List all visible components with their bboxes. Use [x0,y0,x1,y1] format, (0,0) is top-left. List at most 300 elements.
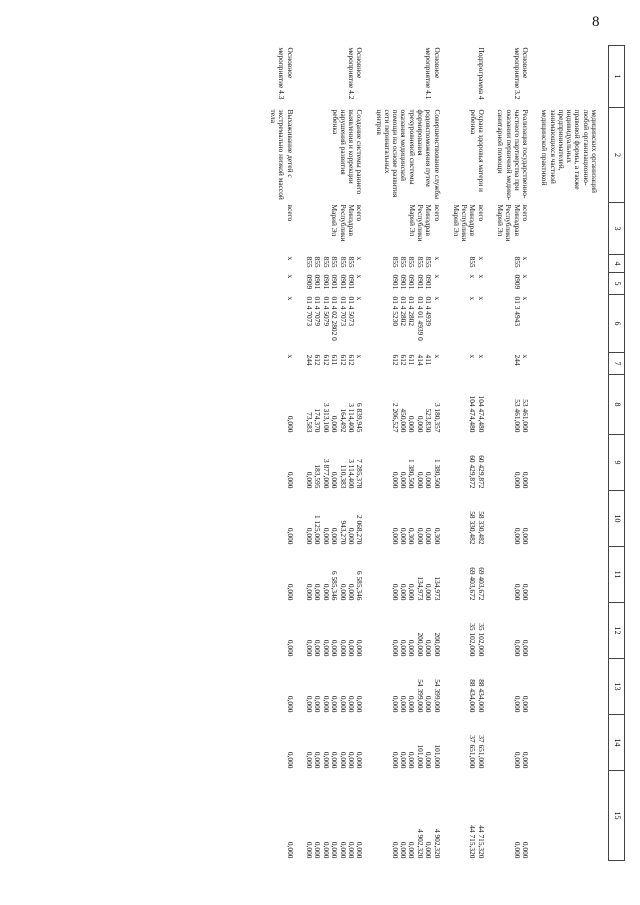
cell-line: 855 [305,256,315,268]
table-row [539,46,608,861]
cell-c4 [268,255,304,273]
cell-line: всего [355,204,365,222]
cell-line: 855 [512,256,522,268]
cell-line: 0,000 [407,415,417,433]
cell-c12 [304,603,374,659]
column-number-6: 6 [609,295,625,353]
cell-c15 [268,771,304,861]
cell-c15 [304,771,374,861]
cell-c7 [373,353,450,375]
cell-c2: Создание системы раннего выявления и коррекции нарушений развития ребенка [330,109,365,195]
cell-line: 35 102,000 [476,623,486,657]
cell-line [590,377,598,433]
cell-line: 0,000 [399,527,409,545]
cell-line: 0,000 [321,583,331,601]
cell-c10 [373,491,450,547]
cell-line: 0,000 [285,639,295,657]
cell-line: х [355,274,365,279]
cell-line: 0,000 [415,471,425,489]
cell-line: 01 4 5079 [321,296,331,327]
cell-line: 2 068,270 [355,514,365,545]
cell-line: 244 [512,354,522,366]
cell-line: всего [521,204,531,222]
cell-c13 [268,659,304,715]
cell-c4 [304,255,374,273]
cell-line: 0,000 [390,639,400,657]
cell-line: 0,000 [346,695,356,713]
cell-line: 0,000 [424,583,434,601]
cell-c10 [539,491,608,547]
cell-line: 0,000 [330,639,340,657]
cell-c5 [268,273,304,295]
cell-c11 [304,547,374,603]
cell-line [590,257,598,271]
cell-c8 [495,375,539,435]
cell-line: 943,270 [338,520,348,545]
cell-line: 0,000 [330,415,340,433]
cell-line: 0,000 [390,583,400,601]
cell-c1 [373,46,450,108]
cell-line: х [355,256,365,261]
cell-line: 2 206,527 [390,402,400,433]
cell-line: 411 [424,354,434,366]
cell-line: 73,583 [305,412,315,433]
cell-line: 0,000 [512,471,522,489]
cell-c14 [495,715,539,771]
cell-c1 [451,46,495,108]
cell-line: 69 403,672 [476,567,486,601]
cell-line: х [285,274,295,279]
cell-line: всего [432,204,442,222]
cell-line: 53 461,000 [521,399,531,433]
cell-line: 0,000 [424,751,434,769]
cell-c12 [373,603,450,659]
cell-line: 0,000 [305,639,315,657]
cell-line: 0901 [399,274,409,290]
cell-line: 0901 [313,274,323,290]
cell-line: 0,000 [424,639,434,657]
cell-line: 104 474,480 [476,395,486,433]
cell-line: 58 330,482 [476,511,486,545]
cell-line: 0901 [390,274,400,290]
cell-c13 [304,659,374,715]
cell-line: 0,000 [330,841,340,859]
column-number-5: 5 [609,273,625,295]
cell-line: 0,000 [424,841,434,859]
cell-c5 [451,273,495,295]
cell-line: х [432,256,442,261]
cell-line: 4 902,320 [432,828,442,859]
cell-line: Минздрав Республики Марий Эл [451,204,478,242]
cell-c8 [451,375,495,435]
cell-line: 0,000 [338,639,348,657]
cell-c3 [304,203,374,255]
cell-line [590,437,598,489]
cell-line: 6 839,945 [355,402,365,433]
cell-line: 0,000 [521,527,531,545]
cell-line: 0,000 [424,527,434,545]
cell-line: 0901 [346,274,356,290]
cell-line: 0901 [407,274,417,290]
cell-line: 01 4 4939 [424,296,434,327]
cell-line: 7 285,378 [355,458,365,489]
cell-line: 612 [346,354,356,366]
cell-line: 612 [338,354,348,366]
column-number-10: 10 [609,491,625,547]
cell-line: 0901 [321,274,331,290]
cell-c9 [495,435,539,491]
cell-line: 0,000 [285,527,295,545]
cell-line: всего [285,204,295,222]
cell-line: 0,000 [338,751,348,769]
cell-line: 523,830 [424,408,434,433]
table-row [304,46,374,861]
cell-line: 0,000 [390,841,400,859]
cell-line: 855 [321,256,331,268]
cell-line: 855 [424,256,434,268]
cell-line: 1 380,500 [407,458,417,489]
cell-line: 6 585,346 [330,570,340,601]
column-number-3: 3 [609,203,625,255]
column-number-1: 1 [609,46,625,108]
cell-line: х [476,274,486,279]
cell-line: 0,000 [390,695,400,713]
page-number: 8 [592,14,600,30]
cell-c10 [451,491,495,547]
cell-c12 [539,603,608,659]
cell-line: 855 [399,256,409,268]
cell-line: 612 [313,354,323,366]
cell-line: 3 114,400 [346,403,356,433]
cell-c6 [373,295,450,353]
cell-line: 01 4 2802 [407,296,417,327]
cell-c7 [539,353,608,375]
cell-line: 0,000 [512,751,522,769]
cell-line: 0,000 [512,527,522,545]
cell-c1 [495,46,539,108]
cell-line: 01 4 02 2802 0 [330,296,340,341]
cell-line: 0,000 [313,695,323,713]
cell-line: 855 [330,256,340,268]
cell-line [590,605,598,657]
cell-c4 [451,255,495,273]
cell-line: 0,000 [424,471,434,489]
cell-line: 244 [305,354,315,366]
column-number-8: 8 [609,375,625,435]
cell-line: 88 434,000 [468,679,478,713]
cell-line: 0,000 [346,527,356,545]
cell-line: 0,000 [521,583,531,601]
cell-line: 0,000 [399,583,409,601]
cell-line: х [476,296,486,301]
cell-line: х [468,274,478,279]
cell-c7 [495,353,539,375]
cell-line: 0,300 [407,527,417,545]
cell-line: 0,000 [321,841,331,859]
column-number-15: 15 [609,771,625,861]
cell-c6 [539,295,608,353]
cell-line: 0,000 [355,639,365,657]
cell-line: 54 399,000 [432,679,442,713]
cell-line: 60 429,872 [468,455,478,489]
cell-line: 0,000 [285,583,295,601]
cell-line: 0,000 [321,751,331,769]
cell-line: х [521,296,531,301]
cell-line: 134,973 [415,576,425,601]
cell-line: 0,000 [321,527,331,545]
cell-line: 0,000 [313,751,323,769]
budget-table [268,45,625,861]
cell-c12 [495,603,539,659]
cell-line: 0901 [424,274,434,290]
cell-line: 0,000 [521,695,531,713]
cell-c8 [373,375,450,435]
cell-line: 134,973 [432,576,442,601]
cell-line: 200,000 [432,632,442,657]
cell-line: 0,000 [407,841,417,859]
cell-line: 855 [415,256,425,268]
cell-c3 [373,203,450,255]
cell-line: 3 877,000 [321,458,331,489]
cell-line: х [285,354,295,359]
cell-line: 0901 [415,274,425,290]
cell-line: 0,000 [330,751,340,769]
cell-line: 0,000 [305,751,315,769]
cell-line: 0,000 [330,695,340,713]
cell-line: 0,000 [285,751,295,769]
cell-line: 855 [338,256,348,268]
cell-line: х [355,354,365,359]
cell-c12 [268,603,304,659]
cell-c1 [539,46,608,108]
cell-line [590,493,598,545]
cell-line: 44 715,320 [476,825,486,859]
cell-c13 [373,659,450,715]
cell-c9 [539,435,608,491]
cell-line: 0,000 [521,751,531,769]
cell-line: 0,000 [346,841,356,859]
cell-c5 [539,273,608,295]
cell-line: 0,000 [285,471,295,489]
cell-line: 0,000 [390,751,400,769]
budget-table-container [115,45,625,860]
cell-line: 0,000 [285,841,295,859]
cell-line: 612 [390,354,400,366]
cell-line [590,717,598,769]
cell-line: х [476,256,486,261]
cell-line: х [468,296,478,301]
cell-line: 0,000 [321,695,331,713]
cell-c7 [268,353,304,375]
cell-line: х [432,354,442,359]
cell-line: 0,000 [407,639,417,657]
cell-line: 0,000 [424,695,434,713]
cell-c13 [539,659,608,715]
cell-c8 [304,375,374,435]
cell-line: 612 [321,354,331,366]
cell-c2: медицинских организаций любой организационно-правовой формы, а также индивидуальных предпринимателей, занимающихся частной медицинской практикой [540,109,600,193]
cell-c5 [304,273,374,295]
cell-line: 174,370 [313,408,323,433]
cell-line [590,661,598,713]
cell-line: 0,000 [313,841,323,859]
column-number-9: 9 [609,435,625,491]
cell-c7 [304,353,374,375]
cell-line: х [521,274,531,279]
cell-line: Основное мероприятие 3.2 [512,47,531,100]
cell-c6 [451,295,495,353]
cell-line: Минздрав Республики Марий Эл [407,204,434,242]
cell-c15 [539,771,608,861]
cell-line: 855 [390,256,400,268]
cell-line: 6 585,346 [355,570,365,601]
cell-line: 0,300 [432,527,442,545]
cell-line: Основное мероприятие 4.1 [424,47,442,100]
cell-line: х [468,354,478,359]
cell-line: 0,000 [330,471,340,489]
cell-line: 101,000 [415,744,425,769]
cell-line: 0,000 [313,583,323,601]
cell-line: 0,000 [305,841,315,859]
cell-line: 0,000 [355,695,365,713]
cell-c9 [268,435,304,491]
table-row [495,46,539,861]
cell-line [590,549,598,601]
cell-line: 01 4 5073 [346,296,356,327]
cell-line: 0,000 [285,695,295,713]
cell-line: 0,000 [346,639,356,657]
cell-c11 [373,547,450,603]
cell-c6 [304,295,374,353]
cell-c4 [495,255,539,273]
cell-line: 44 715,320 [468,825,478,859]
cell-line: 855 [468,256,478,268]
cell-c13 [495,659,539,715]
cell-line: 3 313,100 [321,402,331,433]
cell-line: 0909 [305,274,315,290]
cell-c2: Охрана здоровья матери и ребенка [468,109,486,193]
cell-c3 [539,203,608,255]
table-row [373,46,450,861]
cell-c14 [268,715,304,771]
cell-line: 0,000 [399,695,409,713]
cell-line: 0,000 [313,639,323,657]
cell-line: 60 429,872 [476,455,486,489]
cell-c3 [268,203,304,255]
cell-c11 [495,547,539,603]
cell-c14 [373,715,450,771]
cell-line: 0,000 [355,841,365,859]
cell-line: 414 [415,354,425,366]
cell-line: 0,000 [512,639,522,657]
cell-line: Основное мероприятие 4.3 [277,47,295,100]
cell-line: х [285,256,295,261]
column-number-4: 4 [609,255,625,273]
cell-c8 [268,375,304,435]
cell-line: 164,492 [338,408,348,433]
column-number-13: 13 [609,659,625,715]
cell-line: 3 114,400 [346,459,356,489]
cell-c15 [373,771,450,861]
cell-c7 [451,353,495,375]
cell-line: 0,000 [305,583,315,601]
cell-line: 612 [399,354,409,366]
cell-line: 37 651,000 [468,735,478,769]
cell-line: 0,000 [305,695,315,713]
cell-c3 [495,203,539,255]
cell-line: 110,383 [338,464,348,489]
cell-c4 [539,255,608,273]
cell-line: 3 180,357 [432,402,442,433]
cell-line: 0901 [338,274,348,290]
cell-c11 [539,547,608,603]
cell-c9 [451,435,495,491]
cell-line: 0,000 [415,527,425,545]
cell-line: 53 461,000 [512,399,522,433]
cell-line: 855 [407,256,417,268]
cell-line: 37 651,000 [476,735,486,769]
column-number-7: 7 [609,353,625,375]
column-number-12: 12 [609,603,625,659]
cell-line: 0,000 [415,415,425,433]
column-number-14: 14 [609,715,625,771]
cell-line: 01 4 5230 [390,296,400,327]
cell-line: 611 [407,354,417,366]
cell-c2: Реализация государственно-частного партнерства при оказании первичной медико-санитарной помощи [496,109,531,201]
cell-line: 0,000 [399,471,409,489]
cell-line: 0,000 [407,751,417,769]
cell-line: 35 102,000 [468,623,478,657]
cell-line: 0,000 [521,639,531,657]
cell-line: 0,000 [399,639,409,657]
cell-line: 0,000 [285,415,295,433]
cell-c1 [268,46,304,108]
cell-line: 01 4 01 4939 0 [415,296,425,341]
cell-line: 01 3 4943 [512,296,522,327]
cell-c10 [495,491,539,547]
cell-line: 104 474,480 [468,395,478,433]
cell-line: 200,000 [415,632,425,657]
cell-line [590,773,598,859]
cell-line: 0,000 [305,527,315,545]
cell-line [590,355,598,373]
cell-line: 0,000 [321,639,331,657]
cell-line [590,297,598,351]
cell-line: 0,000 [512,841,522,859]
cell-line: х [432,296,442,301]
cell-c10 [304,491,374,547]
cell-c14 [539,715,608,771]
cell-line: 0,000 [330,527,340,545]
cell-c3 [451,203,495,255]
cell-c14 [451,715,495,771]
column-number-2: 2 [609,108,625,203]
cell-line: 0,000 [338,583,348,601]
cell-line: 1 380,500 [432,458,442,489]
cell-line: 855 [346,256,356,268]
cell-line: 1 125,000 [313,514,323,545]
cell-c11 [451,547,495,603]
cell-c2: Выхаживание детей с экстремально низкой массой тела [269,109,295,200]
cell-line: х [285,296,295,301]
cell-line: 01 4 7073 [338,296,348,327]
cell-line: 01 4 2802 [399,296,409,327]
cell-line: 0,000 [399,751,409,769]
cell-line: 0901 [330,274,340,290]
cell-line: 0,000 [346,751,356,769]
cell-line: 0,000 [521,471,531,489]
cell-line: 0,000 [390,471,400,489]
